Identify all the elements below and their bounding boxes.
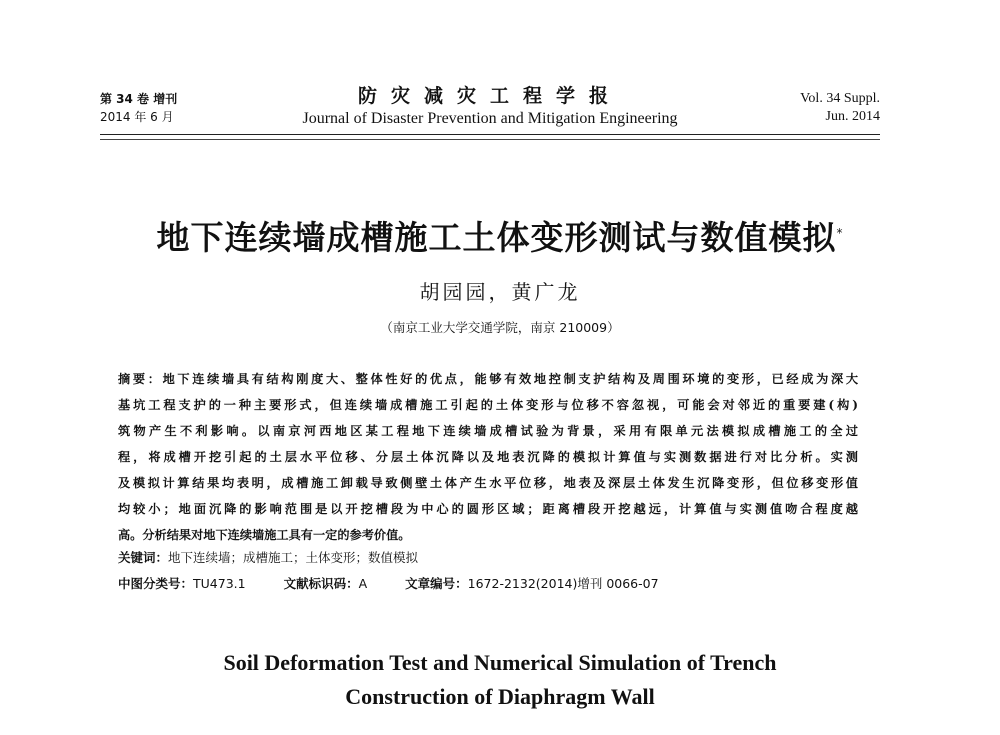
classification <box>118 574 659 592</box>
header-left <box>100 90 177 126</box>
journal-name-en: Journal of Disaster Prevention and Mitigation Engineering <box>302 110 678 127</box>
keywords <box>118 548 418 566</box>
abstract <box>118 366 858 548</box>
doc-code-value: A <box>358 576 368 591</box>
doc-code-label: 文献标识码： <box>283 576 359 591</box>
date-cn: 2014 年 6 月 <box>100 110 174 124</box>
authors: 胡园园，黄广龙 <box>419 280 581 304</box>
clc-value: TU473.1 <box>193 576 246 591</box>
abstract-line: 高。分析结果对地下连续墙施工具有一定的参考价值。 <box>118 528 411 542</box>
keywords-label: 关键词： <box>118 550 169 565</box>
journal-masthead <box>260 84 720 130</box>
english-title-line: Soil Deformation Test and Numerical Simulation of Trench <box>223 650 777 675</box>
keywords-value: 地下连续墙；成槽施工；土体变形；数值模拟 <box>168 550 419 565</box>
affiliation: （南京工业大学交通学院，南京 210009） <box>380 320 620 335</box>
header-right <box>800 90 880 126</box>
english-title-line: Construction of Diaphragm Wall <box>345 684 655 709</box>
abstract-line: 程，将成槽开挖引起的土层水平位移、分层土体沉降以及地表沉降的模拟计算值与实测数据进行对比分析。实测 <box>118 450 858 464</box>
abstract-line: 基坑工程支护的一种主要形式，但连续墙成槽施工引起的土体变形与位移不容忽视，可能会对邻近的重要建(构) <box>118 398 858 412</box>
paper-title-text: 地下连续墙成槽施工土体变形测试与数值模拟 <box>156 218 837 257</box>
volume-en: Vol. 34 Suppl. <box>800 91 880 106</box>
paper-title <box>0 212 1000 259</box>
abstract-line: 均较小；地面沉降的影响范围是以开挖槽段为中心的圆形区域；距离槽段开挖越远，计算值与实测值吻合程度越 <box>118 502 858 516</box>
clc-label: 中图分类号： <box>118 576 194 591</box>
date-en: Jun. 2014 <box>825 109 880 124</box>
header-rule <box>100 134 880 135</box>
english-title <box>0 646 1000 714</box>
article-no-value: 1672-2132(2014)增刊 0066-07 <box>467 576 659 591</box>
article-no-label: 文章编号： <box>405 576 468 591</box>
footnote-mark: * <box>836 226 844 240</box>
journal-name-cn: 防灾减灾工程学报 <box>357 85 622 107</box>
header-rule-thin <box>100 139 880 140</box>
abstract-line: 摘要：地下连续墙具有结构刚度大、整体性好的优点，能够有效地控制支护结构及周围环境的变形，已经成为深大 <box>118 372 859 386</box>
abstract-line: 筑物产生不利影响。以南京河西地区某工程地下连续墙成槽试验为背景，采用有限单元法模拟成槽施工的全过 <box>118 424 858 438</box>
abstract-line: 及模拟计算结果均表明，成槽施工卸载导致侧壁土体产生水平位移，地表及深层土体发生沉降变形，但位移变形值 <box>118 476 858 490</box>
volume-cn: 第 34 卷 增刊 <box>100 92 178 106</box>
abstract-label: 摘要： <box>118 372 163 386</box>
